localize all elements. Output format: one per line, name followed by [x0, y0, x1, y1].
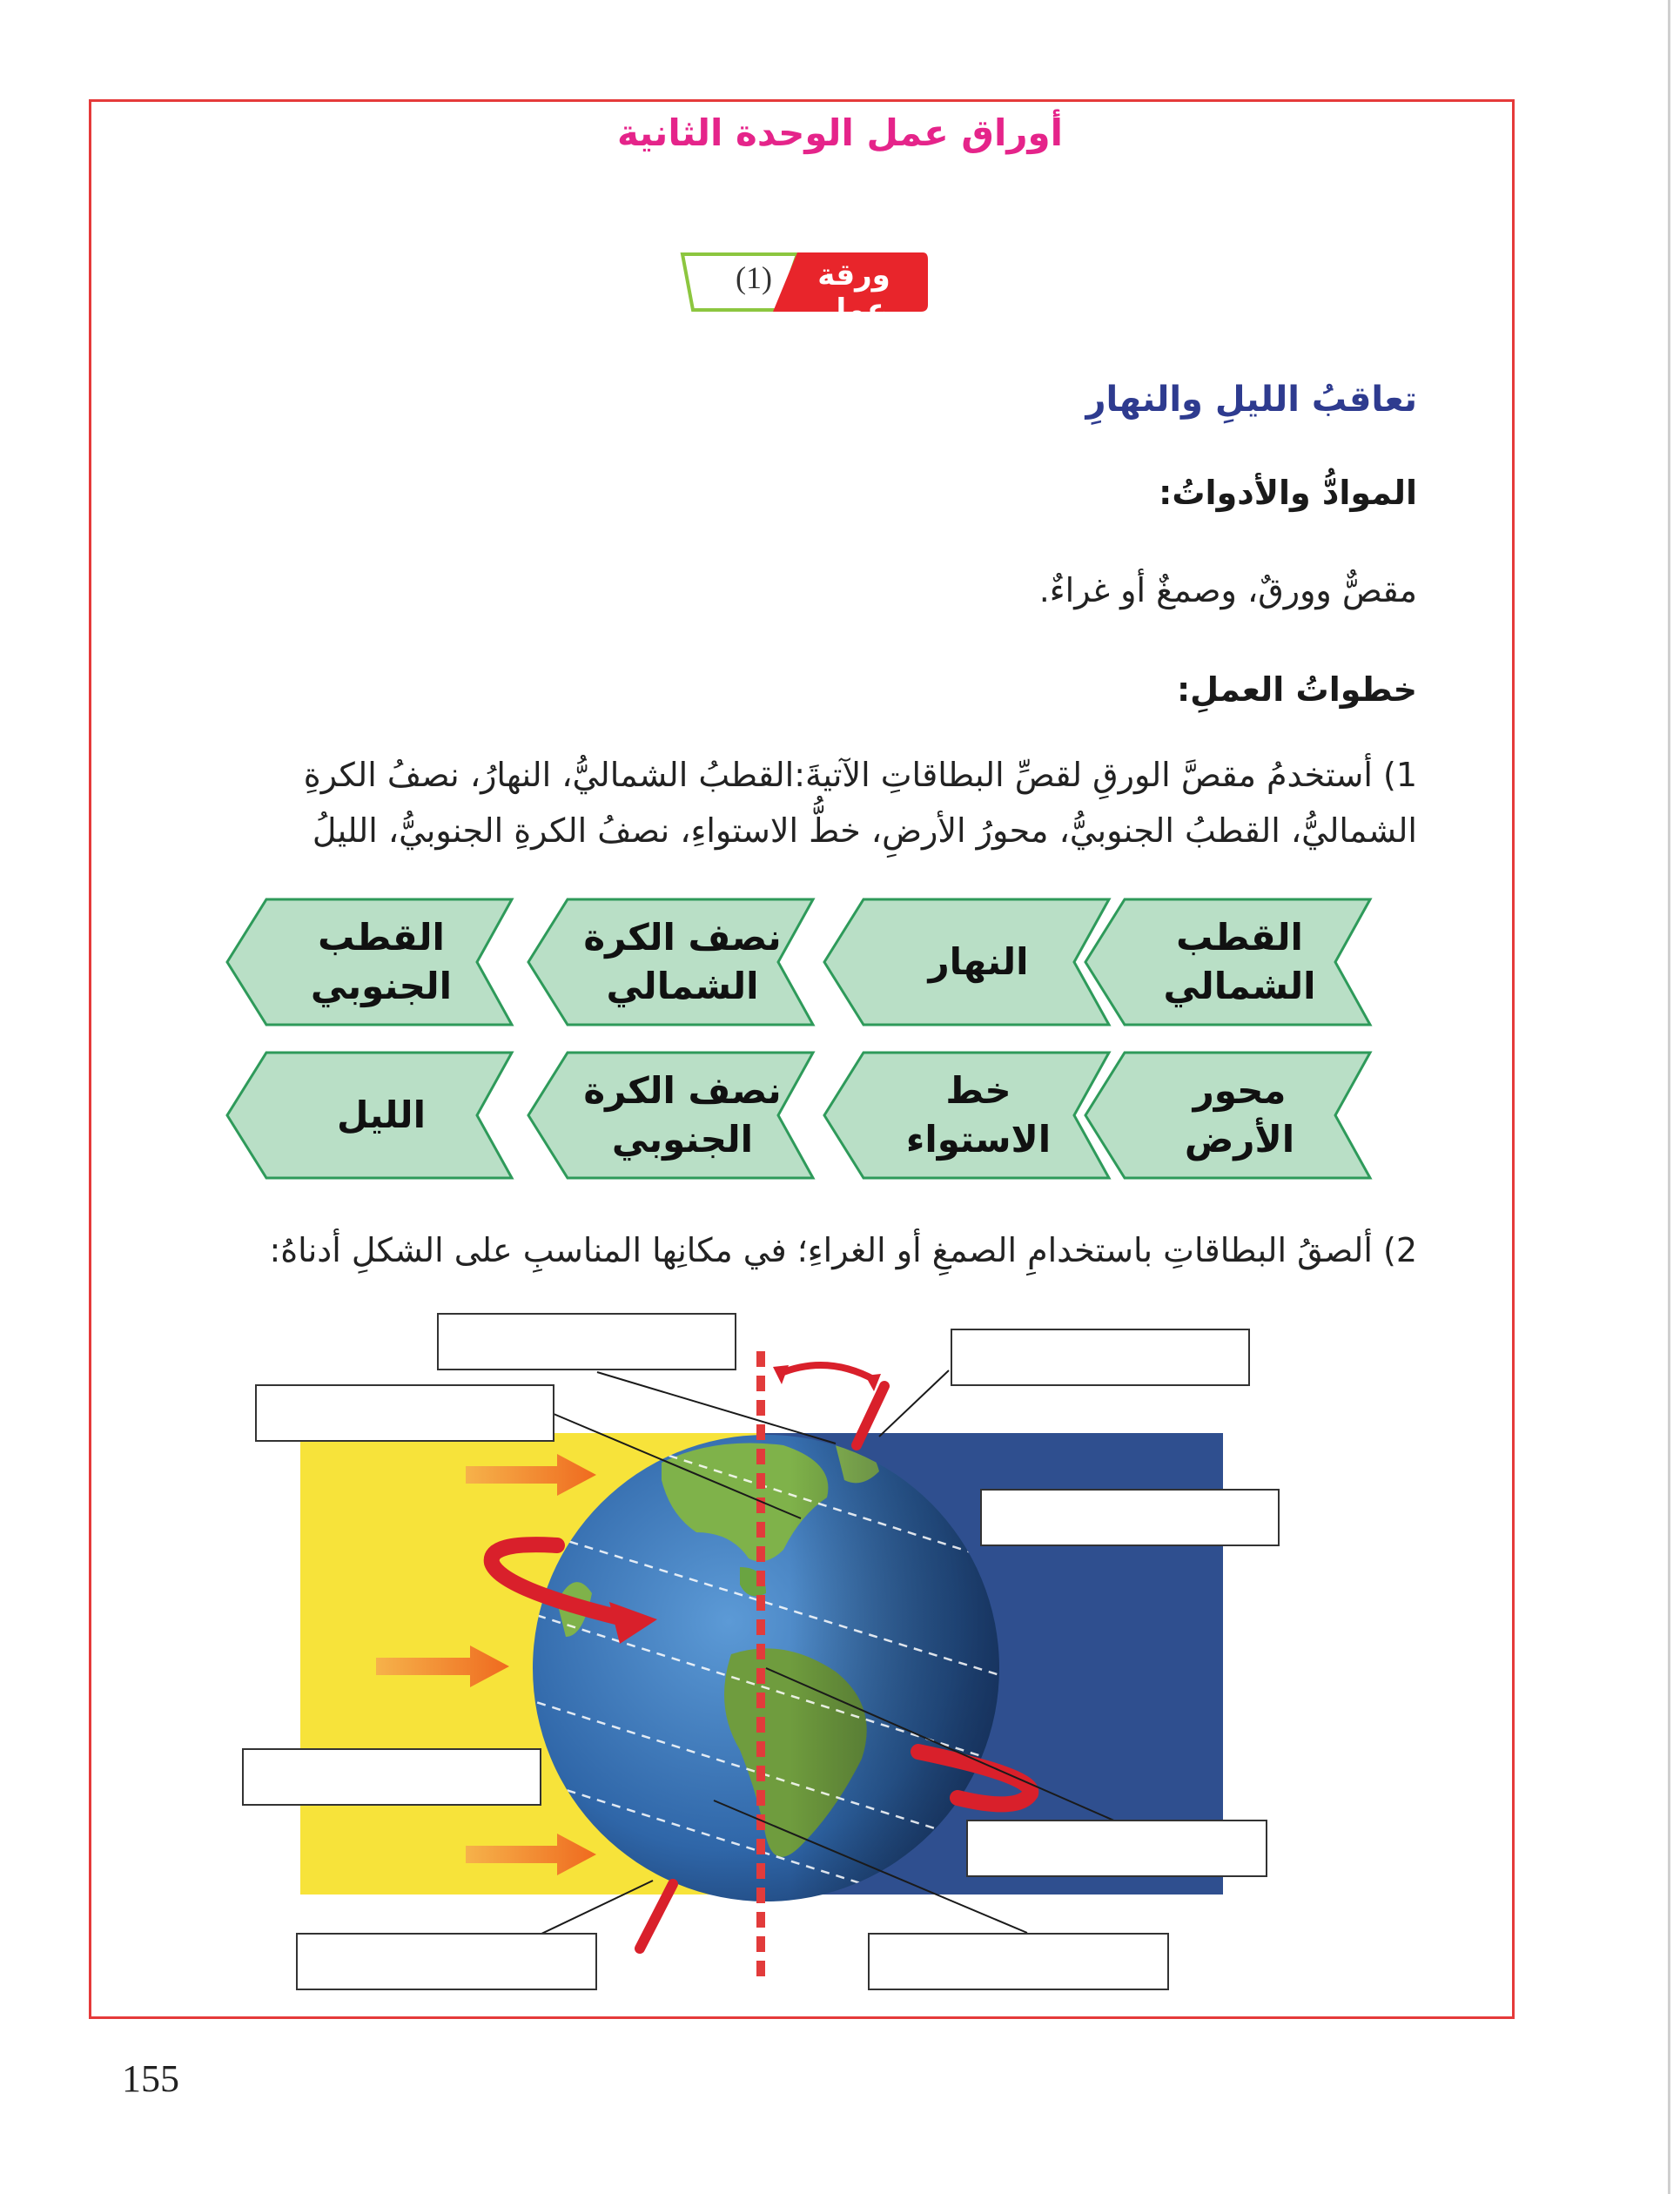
card-label: محور الأرض — [1184, 1069, 1295, 1161]
step-2-text: 2) ألصقُ البطاقاتِ باستخدامِ الصمغِ أو الغراءِ؛ في مكانِها المناسبِ على الشكلِ أدناهُ: — [269, 1231, 1417, 1269]
step-1-text: 1) أستخدمُ مقصَّ الورقِ لقصِّ البطاقاتِ الآتيةَ:القطبُ الشماليُّ، النهارُ، نصفُ الكرةِ الشماليُّ، القطبُ الجنوبيُّ، محورُ الأرضِ، خطُّ الاستواءِ، نصفُ الكرةِ الجنوبيُّ، الليلُ — [303, 756, 1417, 850]
label-box-8[interactable] — [868, 1933, 1169, 1990]
card-label: خط الاستواء — [905, 1069, 1052, 1161]
card-label: الليل — [337, 1094, 426, 1136]
label-box-6[interactable] — [966, 1820, 1267, 1877]
label-box-2[interactable] — [951, 1329, 1250, 1386]
page-number: 155 — [122, 2057, 179, 2100]
card-label: نصف الكرة الجنوبي — [583, 1069, 782, 1161]
worksheet-label: ورقة عمل — [817, 258, 890, 327]
label-box-1[interactable] — [437, 1313, 736, 1370]
unit-title: أوراق عمل الوحدة الثانية — [616, 111, 1064, 154]
label-box-4[interactable] — [980, 1489, 1280, 1546]
card-label: نصف الكرة الشمالي — [583, 916, 782, 1007]
label-box-5[interactable] — [242, 1748, 541, 1806]
tilt-arc — [779, 1365, 875, 1380]
card-label: النهار — [928, 940, 1029, 983]
lesson-title: تعاقبُ الليلِ والنهارِ — [1085, 380, 1417, 420]
card-label: القطب الجنوبي — [310, 916, 453, 1007]
card-label: القطب الشمالي — [1163, 916, 1316, 1007]
label-box-3[interactable] — [255, 1384, 554, 1442]
materials-text: مقصٌّ وورقٌ، وصمغٌ أو غراءٌ. — [1038, 571, 1417, 609]
steps-heading: خطواتُ العملِ: — [1176, 670, 1417, 709]
worksheet-number: (1) — [736, 260, 772, 295]
materials-heading: الموادُّ والأدواتُ: — [1159, 474, 1417, 512]
label-box-7[interactable] — [296, 1933, 597, 1990]
